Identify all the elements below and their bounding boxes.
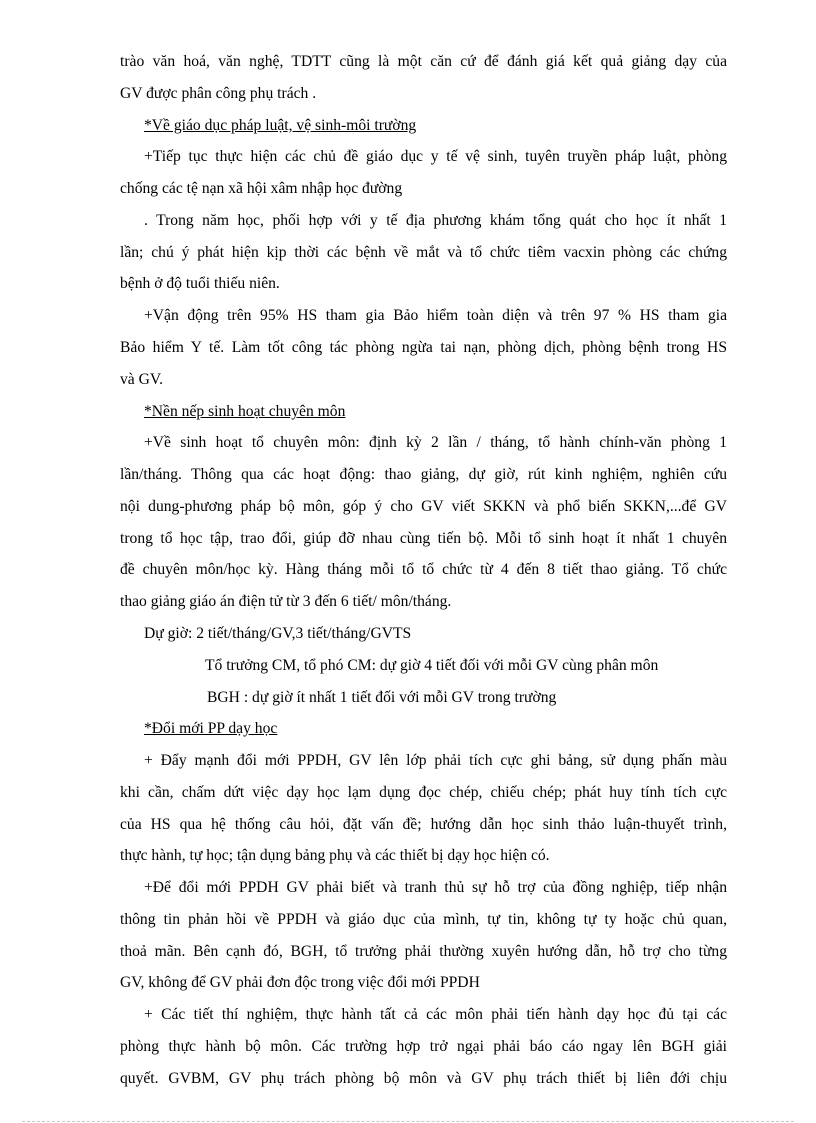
paragraph-line: GV, không để GV phải đơn độc trong việc đổi mới PPDH (120, 974, 480, 991)
paragraph-line: GV được phân công phụ trách . (120, 85, 317, 102)
paragraph-line: đề chuyên môn/học kỳ. Hàng tháng mỗi tổ tổ chức từ 4 đến 8 tiết thao giảng. Tổ chức (120, 561, 727, 578)
section-heading-professional-activities: *Nền nếp sinh hoạt chuyên môn (144, 403, 346, 420)
paragraph-line: thực hành, tự học; tận dụng bảng phụ và các thiết bị dạy học hiện có. (120, 847, 550, 864)
paragraph-line: Dự giờ: 2 tiết/tháng/GV,3 tiết/tháng/GVTS (144, 625, 412, 642)
paragraph-line: Bảo hiểm Y tế. Làm tốt công tác phòng ngừa tai nạn, phòng dịch, phòng bệnh trong HS (120, 339, 727, 356)
paragraph-line: của HS qua hệ thống câu hỏi, đặt vấn đề; hướng dẫn học sinh thảo luận-thuyết trình, (120, 816, 727, 833)
paragraph-line: chống các tệ nạn xã hội xâm nhập học đường (120, 180, 403, 197)
paragraph-line: phòng thực hành bộ môn. Các trường hợp trở ngại phải báo cáo ngay lên BGH giải (120, 1038, 727, 1055)
page-bottom-edge (22, 1121, 794, 1122)
paragraph-line: thông tin phản hồi về PPDH và giáo dục của mình, tự tin, không tự ty hoặc chủ quan, (120, 911, 727, 928)
paragraph-line: + Các tiết thí nghiệm, thực hành tất cả các môn phải tiến hành dạy học đủ tại các (144, 1006, 727, 1023)
paragraph-line: thao giảng giáo án điện tử từ 3 đến 6 tiết/ môn/tháng. (120, 593, 452, 610)
paragraph-line: + Đẩy mạnh đổi mới PPDH, GV lên lớp phải tích cực ghi bảng, sử dụng phấn màu (144, 752, 727, 769)
paragraph-line: trào văn hoá, văn nghệ, TDTT cũng là một căn cứ để đánh giá kết quả giảng dạy của (120, 53, 727, 70)
paragraph-line: +Tiếp tục thực hiện các chủ đề giáo dục y tế vệ sinh, tuyên truyền pháp luật, phòng (144, 148, 727, 165)
paragraph-line: +Về sinh hoạt tổ chuyên môn: định kỳ 2 lần / tháng, tổ hành chính-văn phòng 1 (144, 434, 727, 451)
section-heading-law-hygiene: *Về giáo dục pháp luật, vệ sinh-môi trường (144, 117, 417, 134)
section-heading-teaching-innovation: *Đổi mới PP dạy học (144, 720, 278, 737)
paragraph-line: Tổ trưởng CM, tổ phó CM: dự giờ 4 tiết đối với mỗi GV cùng phân môn (205, 657, 659, 674)
paragraph-line: bệnh ở độ tuổi thiếu niên. (120, 275, 280, 292)
paragraph-line: quyết. GVBM, GV phụ trách phòng bộ môn và GV phụ trách thiết bị liên đới chịu (120, 1070, 727, 1087)
paragraph-line: và GV. (120, 371, 164, 388)
paragraph-line: trong tổ học tập, trao đổi, giúp đỡ nhau cùng tiến bộ. Mỗi tổ sinh hoạt ít nhất 1 chuyên (120, 530, 727, 547)
paragraph-line: nội dung-phương pháp bộ môn, góp ý cho GV viết SKKN và phổ biến SKKN,...để GV (120, 498, 727, 515)
paragraph-line: +Để đổi mới PPDH GV phải biết và tranh thủ sự hỗ trợ của đồng nghiệp, tiếp nhận (144, 879, 727, 896)
paragraph-line: lần/tháng. Thông qua các hoạt động: thao giảng, dự giờ, rút kinh nghiệm, nghiên cứu (120, 466, 727, 483)
paragraph-line: +Vận động trên 95% HS tham gia Bảo hiểm toàn diện và trên 97 % HS tham gia (144, 307, 727, 324)
paragraph-line: lần; chú ý phát hiện kịp thời các bệnh về mắt và tổ chức tiêm vacxin phòng các chứng (120, 244, 727, 261)
paragraph-line: BGH : dự giờ ít nhất 1 tiết đối với mỗi GV trong trường (207, 689, 557, 706)
paragraph-line: . Trong năm học, phối hợp với y tế địa phương khám tổng quát cho học ít nhất 1 (144, 212, 727, 229)
paragraph-line: khi cần, chấm dứt việc dạy học lạm dụng đọc chép, chiếu chép; phát huy tính tích cực (120, 784, 727, 801)
paragraph-line: thoả mãn. Bên cạnh đó, BGH, tổ trưởng phải thường xuyên hướng dẫn, hỗ trợ cho từng (120, 943, 727, 960)
